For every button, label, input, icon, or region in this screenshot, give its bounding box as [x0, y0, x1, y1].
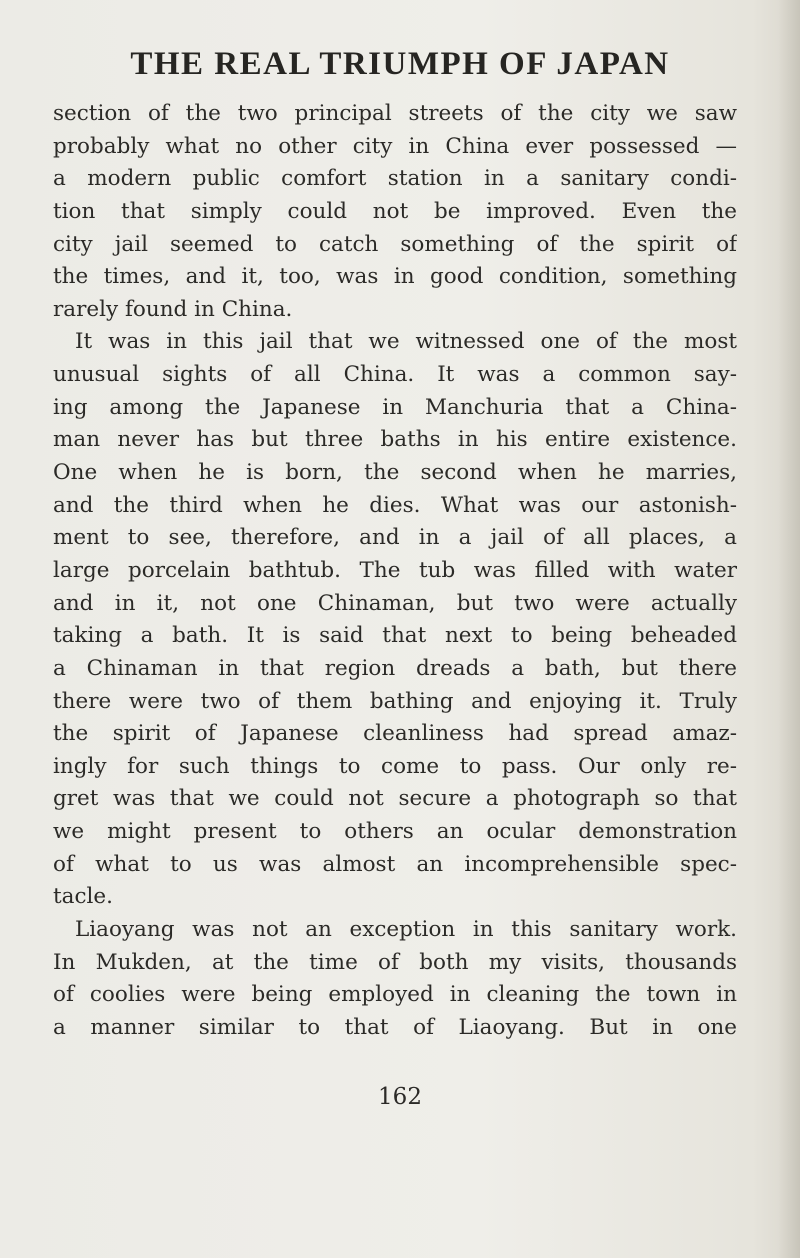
text-line: taking a bath. It is said that next to being beheaded	[53, 623, 737, 649]
text-line: ment to see, therefore, and in a jail of all places, a	[53, 525, 737, 551]
running-head: THE REAL TRIUMPH OF JAPAN	[130, 46, 670, 82]
text-line: and the third when he dies. What was our astonish-	[53, 492, 737, 518]
text-line: of what to us was almost an incomprehensible spec-	[53, 851, 737, 877]
text-line: ing among the Japanese in Manchuria that a China-	[53, 394, 737, 420]
text-line: tacle.	[53, 884, 113, 910]
text-line: of coolies were being employed in cleaning the town in	[53, 982, 737, 1008]
text-line: unusual sights of all China. It was a common say-	[53, 362, 737, 388]
text-line: It was in this jail that we witnessed one of the most	[75, 329, 737, 355]
body-text	[53, 98, 737, 1045]
text-line: the spirit of Japanese cleanliness had spread amaz-	[53, 721, 737, 747]
text-line: city jail seemed to catch something of the spirit of	[53, 231, 737, 257]
text-line: we might present to others an ocular demonstration	[53, 819, 737, 845]
text-line: large porcelain bathtub. The tub was filled with water	[53, 557, 737, 583]
text-line: the times, and it, too, was in good condition, something	[53, 264, 737, 290]
text-line: there were two of them bathing and enjoying it. Truly	[53, 688, 737, 714]
page-edge-shadow	[778, 0, 800, 1258]
text-line: a modern public comfort station in a sanitary condi-	[53, 166, 737, 192]
text-line: a Chinaman in that region dreads a bath, but there	[53, 655, 737, 681]
text-line: section of the two principal streets of the city we saw	[53, 101, 737, 126]
text-line: probably what no other city in China ever possessed —	[53, 133, 737, 159]
page-number: 162	[378, 1084, 422, 1110]
text-line: rarely found in China.	[53, 296, 293, 322]
text-line: gret was that we could not secure a photograph so that	[53, 786, 737, 812]
text-line: Liaoyang was not an exception in this sanitary work.	[75, 917, 737, 943]
text-line: ingly for such things to come to pass. Our only re-	[53, 753, 737, 779]
text-line: man never has but three baths in his entire existence.	[53, 427, 737, 453]
text-line: One when he is born, the second when he marries,	[53, 460, 737, 486]
text-line: a manner similar to that of Liaoyang. But in one	[53, 1014, 737, 1040]
text-line: and in it, not one Chinaman, but two were actually	[53, 590, 737, 616]
text-line: tion that simply could not be improved. Even the	[53, 198, 737, 224]
text-line: In Mukden, at the time of both my visits, thousands	[53, 949, 737, 975]
